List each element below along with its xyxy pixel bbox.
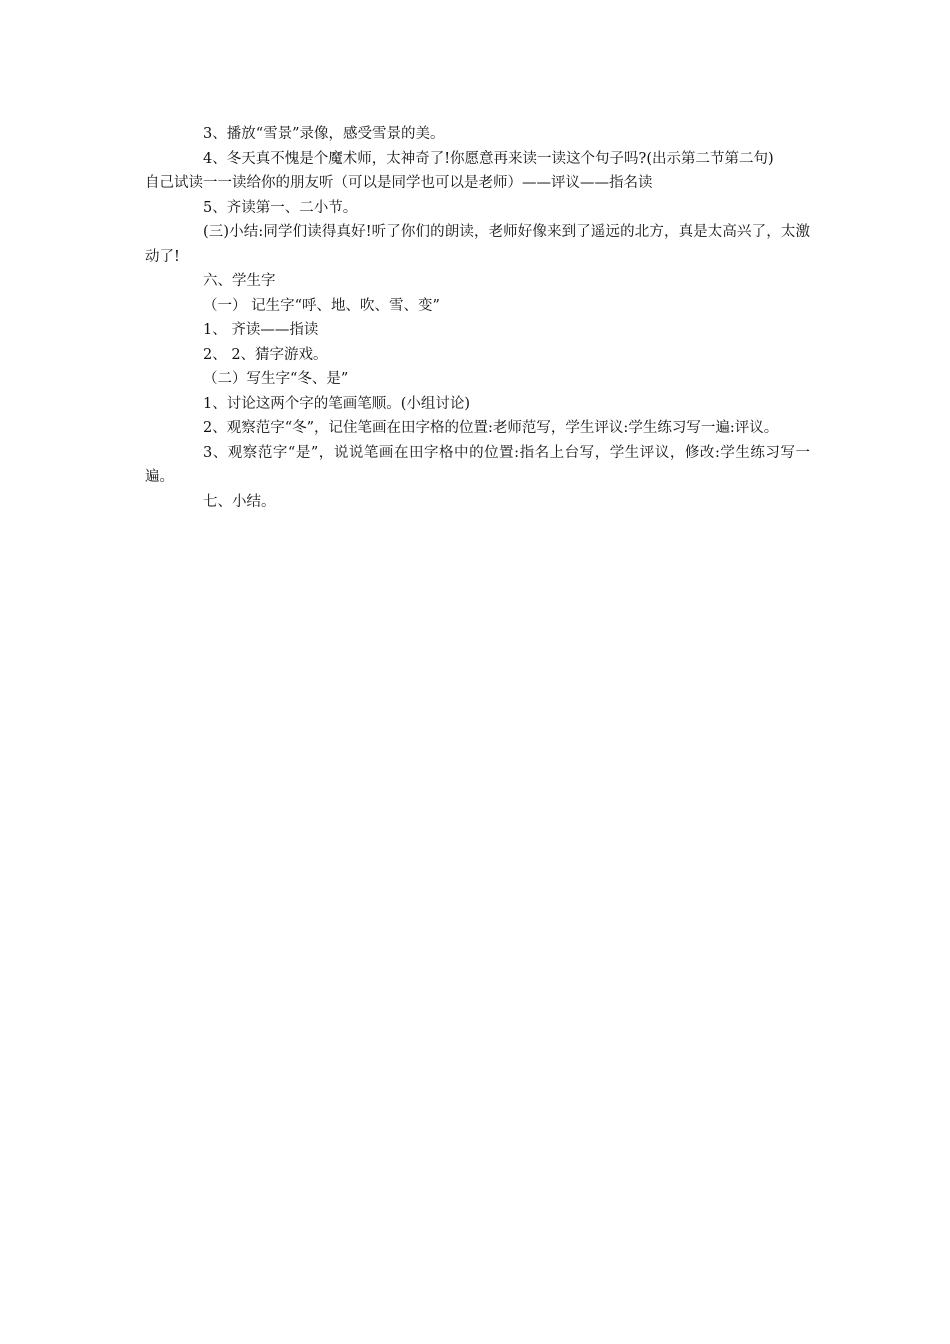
document-body: [145, 122, 810, 514]
paragraph-winter-magician: 4、冬天真不愧是个魔术师，太神奇了!你愿意再来读一读这个句子吗?(出示第二节第二句): [203, 150, 774, 167]
list-item-observe-shi: 3、观察范字“是”，说说笔画在田字格中的位置:指名上台写，学生评议，修改:学生练习写一遍。: [145, 444, 810, 485]
list-item-read-aloud: 1、 齐读——指读: [203, 322, 319, 338]
list-item-observe-dong: 2、观察范字“冬”，记住笔画在田字格的位置:老师范写，学生评议:学生练习写一遍:评议。: [203, 420, 779, 436]
list-item-guess-game: 2、 2、猜字游戏。: [203, 346, 328, 363]
section-heading-learn-characters: 六、学生字: [203, 273, 276, 289]
list-item-stroke-order: 1、讨论这两个字的笔画笔顺。(小组讨论): [203, 395, 471, 412]
section-heading-conclusion: 七、小结。: [203, 493, 276, 510]
paragraph-self-read: 自己试读一一读给你的朋友听（可以是同学也可以是老师）——评议——指名读: [145, 175, 653, 191]
paragraph-memorize-characters: （一） 记生字“呼、地、吹、雪、变”: [203, 297, 440, 314]
paragraph-summary: (三)小结:同学们读得真好!听了你们的朗读，老师好像来到了遥远的北方，真是太高兴了，太激动了!: [145, 224, 810, 265]
paragraph-read-together: 5、齐读第一、二小节。: [203, 199, 358, 216]
paragraph-write-characters: （二）写生字“冬、是”: [203, 371, 349, 387]
paragraph-play-snow-video: 3、播放“雪景”录像，感受雪景的美。: [203, 126, 445, 142]
